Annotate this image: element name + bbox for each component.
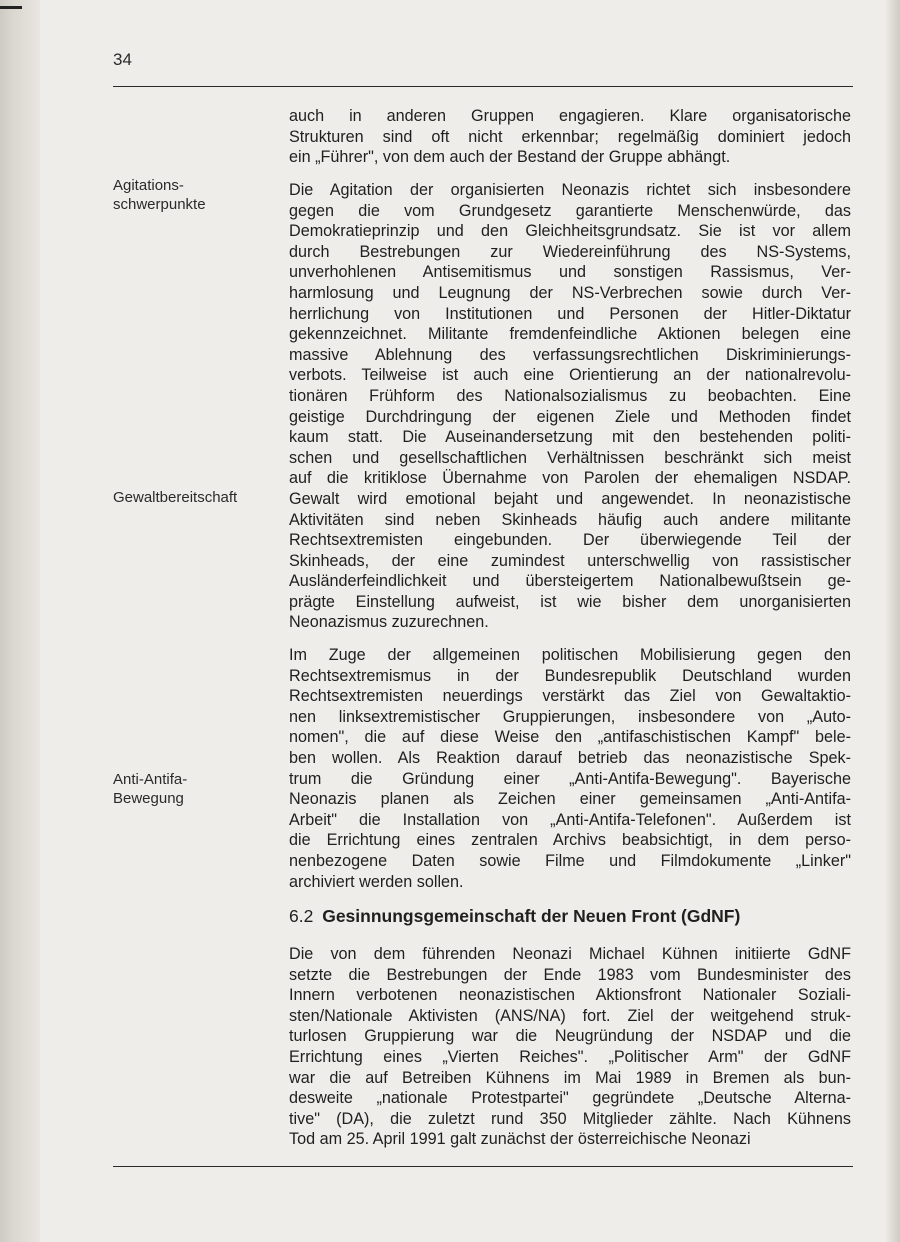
text-line: nen linksextremistischer Gruppierungen, insbesondere von „Auto- [289,707,851,726]
margin-note-gewalt: Gewaltbereitschaft [113,489,238,506]
text-line: Aktivitäten sind neben Skinheads häufig auch andere militante [289,510,851,529]
paragraph-4 [289,944,851,1150]
text-line: Rechtsextremismus in der Bundesrepublik Deutschland wurden [289,666,851,685]
page-number: 34 [113,50,132,69]
text-line: Skinheads, der eine zumindest unterschwellig von rassistischer [289,551,851,570]
text-line: schen und gesellschaftlichen Verhältnissen beschränkt sich meist [289,448,851,467]
text-line: Ausländerfeindlichkeit und übersteigertem Nationalbewußtsein ge- [289,572,851,591]
text-line: Rechtsextremisten eingebunden. Der überwiegende Teil der [289,531,851,550]
binding-shadow [0,0,40,1242]
paragraph-3 [289,645,851,892]
text-line: Neonazis planen als Zeichen einer gemeinsamen „Anti-Antifa- [289,790,851,809]
text-line: Im Zuge der allgemeinen politischen Mobilisierung gegen den [289,646,851,664]
text-line: Innern verbotenen neonazistischen Aktionsfront Nationaler Soziali- [289,986,851,1005]
text-line: Neonazismus zuzurechnen. [289,613,489,632]
text-line: sten/Nationale Aktivisten (ANS/NA) fort. Ziel der weitgehend struk- [289,1006,851,1025]
text-line: ein „Führer", von dem auch der Bestand der Gruppe abhängt. [289,148,731,167]
footer-rule [113,1166,853,1167]
text-line: durch Bestrebungen zur Wiedereinführung des NS-Systems, [289,242,851,261]
text-line: war die auf Betreiben Kühnens im Mai 1989 in Bremen als bun- [289,1068,851,1087]
corner-mark [0,6,22,9]
text-line: nenbezogene Daten sowie Filme und Filmdokumente „Linker" [289,851,851,870]
text-line: prägte Einstellung aufweist, ist wie bisher dem unorganisierten [289,592,851,611]
text-line: setzte die Bestrebungen der Ende 1983 vom Bundesminister des [289,965,851,984]
text-line: die Errichtung eines zentralen Archivs beabsichtigt, in dem perso- [289,831,851,850]
text-line: verbots. Teilweise ist auch eine Orientierung an der nationalrevolu- [289,366,851,385]
section-number: 6.2 [289,906,314,926]
section-heading [289,906,851,927]
paragraph-2 [289,180,851,633]
text-line: tive" (DA), die zuletzt rund 350 Mitglieder zählte. Nach Kühnens [289,1109,851,1128]
paragraph-1 [289,106,851,168]
text-line: unverhohlenen Antisemitismus und sonstigen Rassismus, Ver- [289,263,851,282]
text-line: gekennzeichnet. Militante fremdenfeindliche Aktionen belegen eine [289,325,851,344]
text-line: ben wollen. Als Reaktion darauf betrieb das neonazistische Spek- [289,748,851,767]
text-line: kaum statt. Die Auseinandersetzung mit den bestehenden politi- [289,428,851,447]
page-edge-shadow [886,0,900,1242]
text-line: nomen", die auf diese Weise den „antifaschistischen Kampf" bele- [289,728,851,747]
text-line: Strukturen sind oft nicht erkennbar; regelmäßig dominiert jedoch [289,127,851,146]
text-line: Die von dem führenden Neonazi Michael Kühnen initiierte GdNF [289,945,851,963]
text-line: tionären Frühform des Nationalsozialismus zu beobachten. Eine [289,386,851,405]
text-line: Tod am 25. April 1991 galt zunächst der österreichische Neonazi [289,1130,751,1149]
text-line: auf die kritiklose Übernahme von Parolen der ehemaligen NSDAP. [289,469,851,488]
section-title: Gesinnungsgemeinschaft der Neuen Front (GdNF) [322,906,741,926]
text-line: turlosen Gruppierung war die Neugründung der NSDAP und die [289,1027,851,1046]
text-line: Errichtung eines „Vierten Reiches". „Politischer Arm" der GdNF [289,1047,851,1066]
text-line: herrlichung von Institutionen und Personen der Hitler-Diktatur [289,304,851,323]
text-line: trum die Gründung einer „Anti-Antifa-Bewegung". Bayerische [289,769,851,788]
margin-note-agitation: Agitations- schwerpunkte [113,177,206,213]
text-line: harmlosung und Leugnung der NS-Verbrechen sowie durch Ver- [289,283,851,302]
text-line: desweite „nationale Protestpartei" gegründete „Deutsche Alterna- [289,1089,851,1108]
text-line: Die Agitation der organisierten Neonazis richtet sich insbesondere [289,181,851,199]
header-rule [113,86,853,87]
text-line: archiviert werden sollen. [289,872,464,891]
text-line: Rechtsextremisten neuerdings verstärkt das Ziel von Gewaltaktio- [289,687,851,706]
text-line: gegen die vom Grundgesetz garantierte Menschenwürde, das [289,201,851,220]
text-line: Arbeit" die Installation von „Anti-Antifa-Telefonen". Außerdem ist [289,810,851,829]
text-line: Gewalt wird emotional bejaht und angewendet. In neonazistische [289,489,851,508]
text-line: auch in anderen Gruppen engagieren. Klare organisatorische [289,107,851,125]
text-line: Demokratieprinzip und den Gleichheitsgrundsatz. Sie ist vor allem [289,222,851,241]
text-line: massive Ablehnung des verfassungsrechtlichen Diskriminierungs- [289,345,851,364]
margin-note-antifa: Anti-Antifa- Bewegung [113,771,188,807]
text-line: geistige Durchdringung der eigenen Ziele und Methoden findet [289,407,851,426]
